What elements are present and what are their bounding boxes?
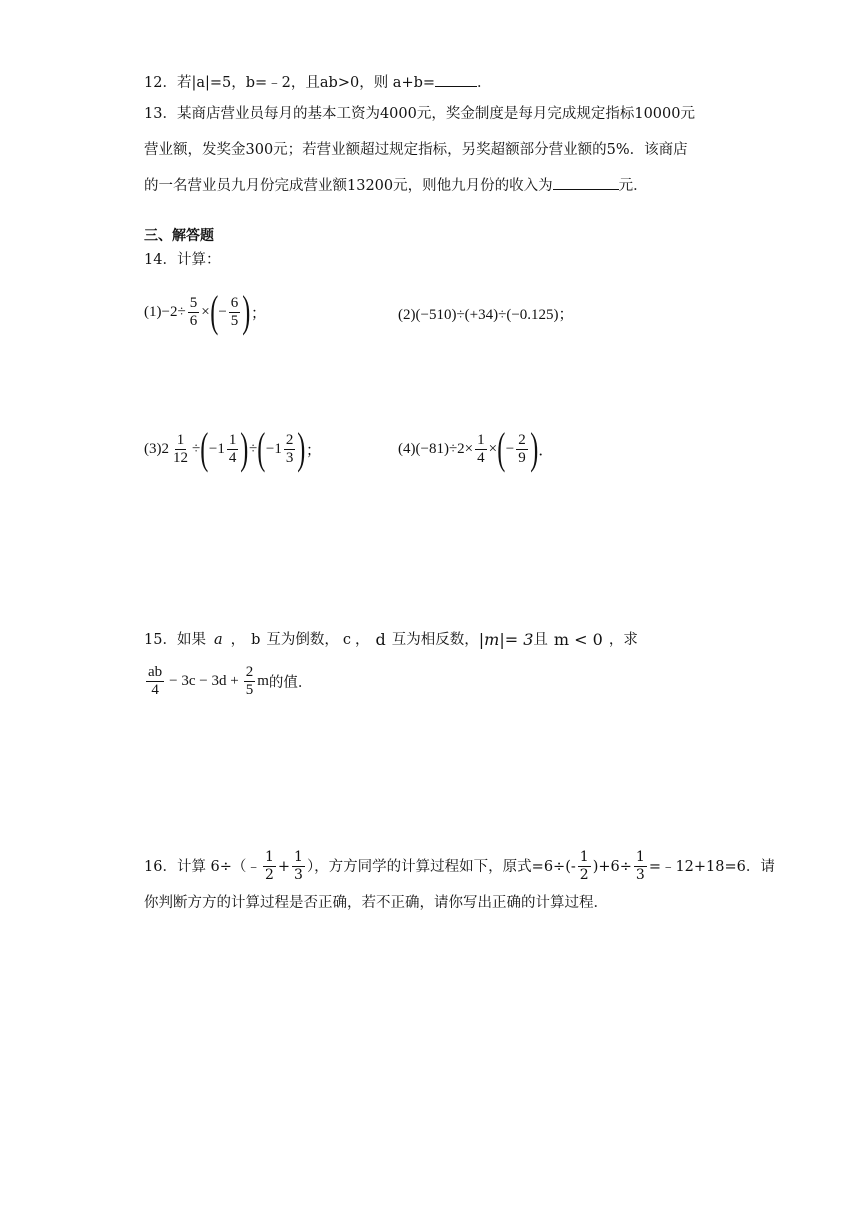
var-m: m xyxy=(257,673,269,689)
part-label: (1) xyxy=(144,303,162,320)
part-label: (3) xyxy=(144,440,162,457)
q16-text: ），方方同学的计算过程如下，原式=6÷(- xyxy=(306,858,576,875)
var-b: b xyxy=(251,632,261,648)
fraction: $\frac{ab}{4}$ xyxy=(148,664,163,698)
expr-end: ； xyxy=(250,305,266,322)
right-paren: ) xyxy=(297,424,306,473)
q15-text: 15．如果 xyxy=(144,632,206,648)
left-paren: ( xyxy=(209,287,219,336)
q15-expression xyxy=(144,664,312,699)
fraction: $\frac{1}{2}$ xyxy=(579,849,589,883)
question-12 xyxy=(144,72,492,93)
left-paren: ( xyxy=(497,424,506,473)
operator: − xyxy=(218,303,227,320)
fraction: $\frac{1}{3}$ xyxy=(294,849,303,883)
whole-number: −1 xyxy=(265,440,282,457)
right-paren: ) xyxy=(530,424,539,473)
left-paren: ( xyxy=(257,424,266,473)
q12-text: 12．若|a|=5，b=﹣2，且ab>0，则 a+b= xyxy=(144,75,436,91)
question-16-line-1 xyxy=(144,849,775,884)
q16-text: 16．计算 6÷（﹣ xyxy=(144,858,261,875)
question-15-line-1 xyxy=(144,630,638,650)
q15-text: 互为相反数， xyxy=(391,632,479,648)
operator: ÷ xyxy=(249,440,258,457)
right-paren: ) xyxy=(240,424,249,473)
expr-text: (−81)÷2× xyxy=(415,440,474,457)
q13-end: 元． xyxy=(618,178,648,194)
q15-tail: 的值． xyxy=(268,675,313,691)
separator: ， xyxy=(230,632,246,648)
q13-text: 的一名营业员九月份完成营业额13200元，则他九月份的收入为 xyxy=(144,178,553,194)
question-13-line-2: 营业额，发奖金300元；若营业额超过规定指标，另奖超额部分营业额的5%．该商店 xyxy=(144,142,688,158)
answer-blank[interactable] xyxy=(435,72,477,87)
whole-number: −1 xyxy=(208,440,225,457)
fraction: $\frac{1}{4}$ xyxy=(228,431,237,466)
sign-condition: m < 0 xyxy=(553,630,603,649)
expr-text: −2÷ xyxy=(161,303,186,320)
fraction: $\frac{1}{4}$ xyxy=(477,431,485,466)
part-label: (4) xyxy=(398,440,416,457)
fraction: $\frac{5}{6}$ xyxy=(189,294,198,329)
operator: − xyxy=(505,440,515,457)
expr-end: ； xyxy=(306,442,322,459)
operator: + xyxy=(277,858,291,875)
fraction: $\frac{1}{2}$ xyxy=(264,849,274,883)
q16-text: )+6÷ xyxy=(592,858,632,875)
section-title: 三、解答题 xyxy=(144,228,214,244)
q15-text: ，求 xyxy=(608,632,638,648)
q15-text: 互为倒数， xyxy=(266,632,339,648)
question-14-stem: 14．计算： xyxy=(144,252,221,268)
fraction: $\frac{2}{9}$ xyxy=(518,431,526,466)
fraction: $\frac{1}{3}$ xyxy=(635,849,645,883)
fraction: $\frac{2}{5}$ xyxy=(245,664,254,698)
q16-text: =﹣12+18=6．请 xyxy=(648,858,775,875)
fraction: $\frac{6}{5}$ xyxy=(230,294,239,329)
q14-part-4 xyxy=(398,424,554,473)
whole-number: 2 xyxy=(161,440,169,457)
q14-part-1 xyxy=(144,287,266,336)
fraction: $\frac{2}{3}$ xyxy=(285,431,294,466)
q14-part-3 xyxy=(144,424,322,473)
abs-condition: |m|= 3 xyxy=(478,630,534,649)
operator: ÷ xyxy=(192,440,201,457)
expr-end: ． xyxy=(538,442,554,459)
question-16-line-2: 你判断方方的计算过程是否正确，若不正确，请你写出正确的计算过程． xyxy=(144,895,608,911)
question-13-line-1: 13．某商店营业员每月的基本工资为4000元，奖金制度是每月完成规定指标10000元 xyxy=(144,106,695,122)
var-d: d xyxy=(375,630,386,649)
var-a: a xyxy=(213,632,223,648)
operator: × xyxy=(201,303,210,320)
q14-part-2 xyxy=(398,303,574,324)
fraction: $\frac{1}{12}$ xyxy=(173,431,188,466)
expr-text: − 3c − 3d + xyxy=(169,673,239,689)
expr-text: (2)(−510)÷(+34)÷(−0.125)； xyxy=(398,307,574,323)
left-paren: ( xyxy=(200,424,209,473)
separator: ， xyxy=(355,632,370,648)
answer-blank[interactable] xyxy=(553,175,619,190)
right-paren: ) xyxy=(242,287,251,336)
q15-text: 且 xyxy=(533,632,548,648)
operator: × xyxy=(488,440,498,457)
var-c: c xyxy=(342,632,352,648)
q12-end: ． xyxy=(477,75,492,91)
question-13-line-3 xyxy=(144,175,648,196)
